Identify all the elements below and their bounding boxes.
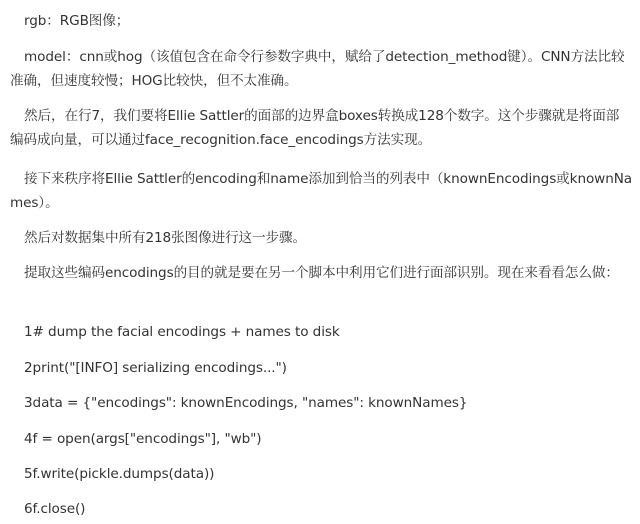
code-line: 6f.close() bbox=[24, 501, 86, 517]
paragraph-rgb: rgb：RGB图像； bbox=[24, 13, 130, 29]
code-line: 1# dump the facial encodings + names to disk bbox=[24, 324, 340, 340]
code-line: 2print("[INFO] serializing encodings...") bbox=[24, 360, 287, 376]
code-line: 3data = {"encodings": knownEncodings, "names": knownNames} bbox=[24, 395, 468, 411]
paragraph-purpose: 提取这些编码encodings的目的就是要在另一个脚本中利用它们进行面部识别。现在来看看怎么做： bbox=[24, 265, 619, 281]
code-line: 5f.write(pickle.dumps(data)) bbox=[24, 466, 215, 482]
paragraph-dataset-repeat: 然后对数据集中所有218张图像进行这一步骤。 bbox=[24, 230, 307, 246]
paragraph-append-lists: 接下来秩序将Ellie Sattler的encoding和name添加到恰当的列表中（knownEncodings或knownNames）。 bbox=[10, 171, 633, 211]
paragraph-encoding-step: 然后，在行7，我们要将Ellie Sattler的面部的边界盒boxes转换成128个数字。这个步骤就是将面部编码成向量，可以通过face_recognition.face_encodings方法实现。 bbox=[10, 108, 620, 148]
paragraph-model: model：cnn或hog（该值包含在命令行参数字典中，赋给了detection_method键）。CNN方法比较准确，但速度较慢；HOG比较快，但不太准确。 bbox=[10, 49, 625, 89]
code-line: 4f = open(args["encodings"], "wb") bbox=[24, 431, 262, 447]
